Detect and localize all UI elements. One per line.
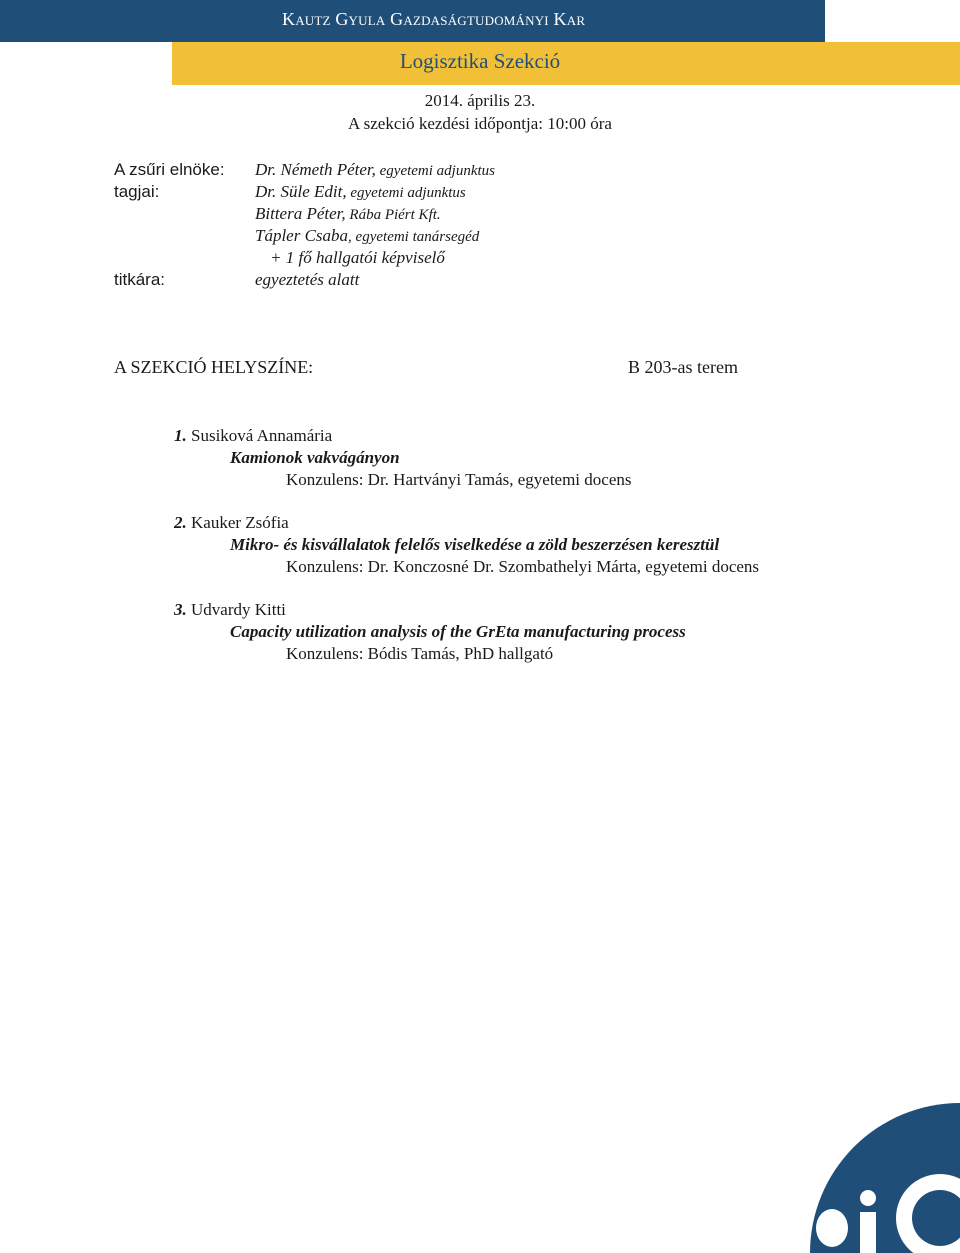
jury-chair	[255, 160, 495, 180]
jury-member-name: Tápler Csaba	[255, 226, 349, 245]
jury-student-rep	[270, 248, 445, 268]
section-title: Logisztika Szekció	[399, 49, 561, 73]
presentation-number: 2.	[174, 513, 187, 532]
session-start-time: A szekció kezdési időpontja: 10:00 óra	[348, 114, 612, 133]
presentation-heading	[174, 600, 286, 620]
jury-secretary-value	[255, 270, 359, 290]
presentation-consultant: Konzulens: Bódis Tamás, PhD hallgató	[286, 644, 554, 663]
jury-chair-name: Dr. Németh Péter,	[255, 160, 376, 179]
jury-members-label: tagjai:	[114, 182, 160, 201]
jury-member-role: , egyetemi tanársegéd	[348, 229, 480, 245]
jury-member-name: Dr. Süle Edit,	[255, 182, 347, 201]
jury-secretary-label: titkára:	[114, 270, 166, 289]
jury-member-name: Bittera Péter,	[255, 204, 346, 223]
session-date: 2014. április 23.	[424, 91, 536, 110]
presentation-number: 1.	[174, 426, 187, 445]
presentation-title: Kamionok vakvágányon	[230, 448, 400, 467]
jury-chair-role: egyetemi adjunktus	[375, 163, 496, 179]
presentation-number: 3.	[174, 600, 187, 619]
jury-member	[255, 204, 441, 224]
jury-chair-label: A zsűri elnöke:	[114, 160, 225, 179]
presentation-heading	[174, 513, 289, 533]
location-label: A SZEKCIÓ HELYSZÍNE:	[114, 357, 314, 377]
presentation-consultant: Konzulens: Dr. Konczosné Dr. Szombathelyi Márta, egyetemi docens	[286, 557, 760, 576]
student-rep-text: + 1 fő hallgatói képviselő	[270, 248, 445, 267]
presenter-name: Udvardy Kitti	[191, 600, 286, 619]
presenter-name: Susiková Annamária	[191, 426, 333, 445]
presentation-title: Capacity utilization analysis of the GrEta manufacturing process	[230, 622, 686, 641]
location-room: B 203-as terem	[628, 357, 738, 377]
jury-member-role: Rába Piért Kft.	[345, 207, 441, 223]
presentation-title: Mikro- és kisvállalatok felelős viselkedése a zöld beszerzésen keresztül	[230, 535, 720, 554]
institution-title: Kautz Gyula Gazdaságtudományi Kar	[282, 9, 586, 29]
jury-member-role: egyetemi adjunktus	[346, 185, 466, 201]
presentation-heading	[174, 426, 332, 446]
jury-member	[255, 226, 479, 246]
secretary-text: egyeztetés alatt	[255, 270, 360, 289]
presentation-consultant: Konzulens: Dr. Hartványi Tamás, egyetemi docens	[286, 470, 632, 489]
presenter-name: Kauker Zsófia	[191, 513, 289, 532]
jury-member	[255, 182, 466, 202]
university-logo-icon	[790, 1100, 960, 1253]
